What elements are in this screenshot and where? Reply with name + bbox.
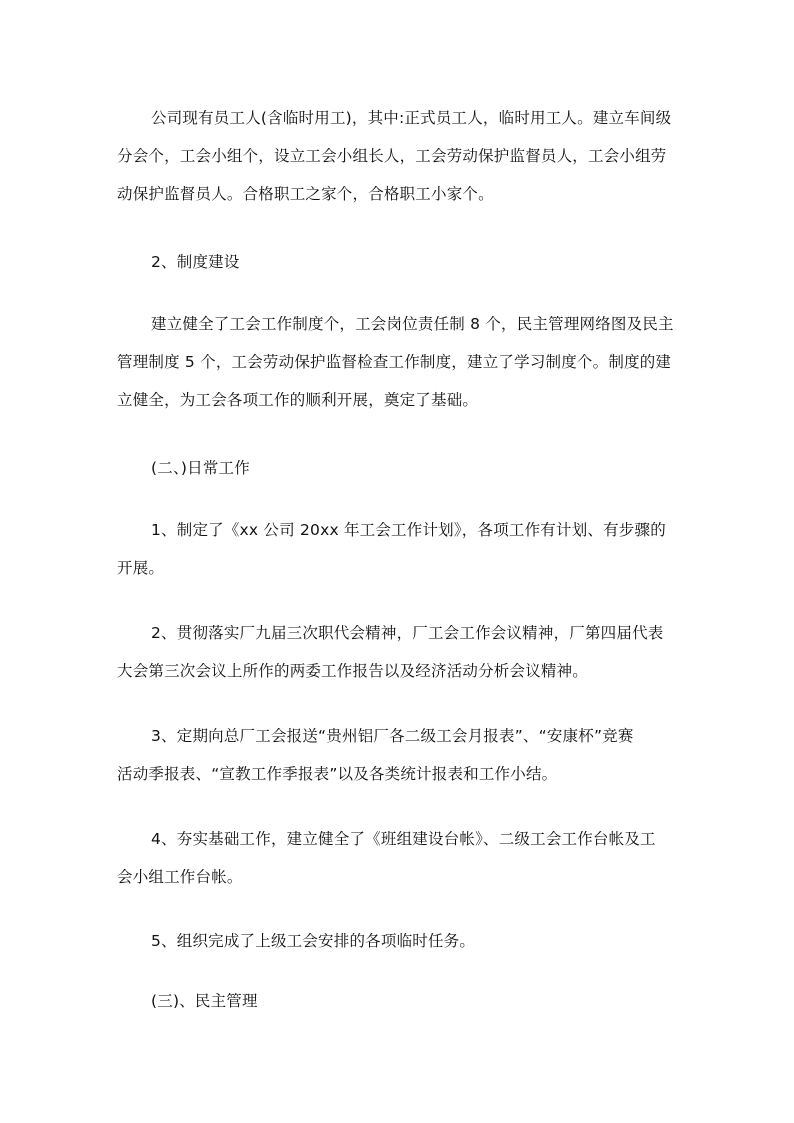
text-line: 开展。 bbox=[117, 559, 165, 577]
heading-text: (三)、民主管理 bbox=[151, 992, 258, 1010]
paragraph-item-4 bbox=[117, 820, 682, 896]
text-line: 1、制定了《xx 公司 20xx 年工会工作计划》，各项工作有计划、有步骤的 bbox=[151, 521, 666, 539]
text-line: 公司现有员工人(含临时用工)，其中:正式员工人，临时用工人。建立车间级 bbox=[151, 109, 672, 127]
heading-text: 2、制度建设 bbox=[151, 253, 240, 271]
text-line: 管理制度 5 个，工会劳动保护监督检查工作制度，建立了学习制度个。制度的建 bbox=[117, 353, 672, 371]
paragraph-system-building bbox=[117, 305, 682, 419]
paragraph-staff-overview bbox=[117, 99, 682, 213]
text-line: 2、贯彻落实厂九届三次职代会精神，厂工会工作会议精神，厂第四届代表 bbox=[151, 624, 664, 642]
heading-daily-work bbox=[117, 449, 682, 487]
heading-democratic-management bbox=[117, 982, 682, 1020]
paragraph-item-5 bbox=[117, 922, 682, 960]
text-line: 大会第三次会议上所作的两委工作报告以及经济活动分析会议精神。 bbox=[117, 662, 589, 680]
paragraph-item-3 bbox=[117, 717, 682, 793]
paragraph-item-2 bbox=[117, 614, 682, 690]
text-line: 分会个，工会小组个，设立工会小组长人，工会劳动保护监督员人，工会小组劳 bbox=[117, 147, 667, 165]
text-line: 活动季报表、“宣教工作季报表”以及各类统计报表和工作小结。 bbox=[117, 765, 558, 783]
text-line: 会小组工作台帐。 bbox=[117, 868, 243, 886]
text-line: 动保护监督员人。合格职工之家个，合格职工小家个。 bbox=[117, 185, 494, 203]
paragraph-item-1 bbox=[117, 511, 682, 587]
heading-text: (二、)日常工作 bbox=[151, 459, 250, 477]
text-line: 立健全，为工会各项工作的顺利开展，奠定了基础。 bbox=[117, 391, 479, 409]
heading-system-building bbox=[117, 243, 682, 281]
text-line: 建立健全了工会工作制度个，工会岗位责任制 8 个，民主管理网络图及民主 bbox=[151, 315, 674, 333]
text-line: 4、夯实基础工作，建立健全了《班组建设台帐》、二级工会工作台帐及工 bbox=[151, 830, 656, 848]
text-line: 5、组织完成了上级工会安排的各项临时任务。 bbox=[151, 932, 476, 950]
text-line: 3、定期向总厂工会报送“贵州铝厂各二级工会月报表”、“安康杯”竞赛 bbox=[151, 727, 634, 745]
